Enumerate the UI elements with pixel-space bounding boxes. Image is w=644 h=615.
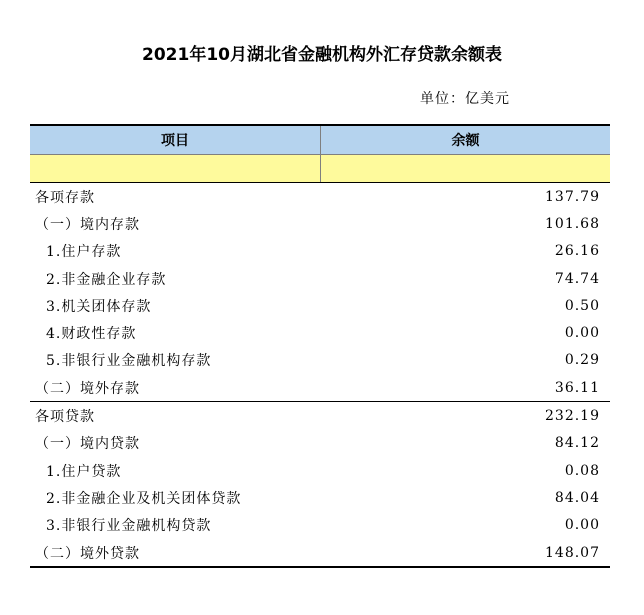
row-label: 3.非银行业金融机构贷款 (46, 518, 212, 535)
table-row (30, 430, 610, 457)
row-value: 0.00 (564, 325, 600, 342)
row-value: 26.16 (554, 243, 600, 260)
row-value: 0.00 (564, 517, 600, 534)
row-label: 5.非银行业金融机构存款 (46, 353, 212, 370)
unit-label: 单位：亿美元 (420, 91, 510, 107)
row-label: （二）境外贷款 (35, 545, 140, 562)
table-row (30, 265, 610, 292)
table-row (30, 457, 610, 484)
loans-section (30, 402, 610, 566)
table-header (30, 126, 610, 155)
row-value: 84.04 (554, 489, 600, 506)
table-row (30, 292, 610, 319)
row-value: 137.79 (545, 188, 600, 205)
row-label: 4.财政性存款 (46, 326, 137, 343)
row-label: （一）境内贷款 (35, 436, 140, 453)
row-label: 3.机关团体存款 (46, 298, 152, 315)
table-row (30, 402, 610, 429)
balance-table (30, 124, 610, 568)
table-row (30, 238, 610, 265)
row-value: 101.68 (545, 215, 600, 232)
table-row (30, 512, 610, 539)
row-value: 84.12 (554, 435, 600, 452)
table-row (30, 539, 610, 566)
row-label: 2.非金融企业及机关团体贷款 (46, 490, 242, 507)
table-row (30, 210, 610, 237)
table-row (30, 183, 610, 210)
header-item: 项目 (30, 126, 321, 154)
row-value: 74.74 (554, 270, 600, 287)
row-label: （二）境外存款 (35, 380, 140, 397)
table-row (30, 319, 610, 346)
row-label: 1.住户贷款 (46, 463, 122, 480)
table-row (30, 374, 610, 401)
row-label: 1.住户存款 (46, 244, 122, 261)
row-value: 0.08 (564, 462, 600, 479)
highlight-band (30, 155, 610, 183)
row-label: 2.非金融企业存款 (46, 271, 167, 288)
row-value: 36.11 (554, 379, 600, 396)
header-balance: 余额 (451, 133, 480, 149)
row-label: （一）境内存款 (35, 216, 140, 233)
row-value: 0.29 (564, 352, 600, 369)
row-label: 各项贷款 (35, 409, 95, 426)
row-value: 232.19 (545, 408, 600, 425)
band-cell-balance (321, 155, 610, 182)
table-row (30, 347, 610, 374)
row-label: 各项存款 (35, 189, 95, 206)
row-value: 148.07 (545, 544, 600, 561)
table-row (30, 484, 610, 511)
page-title: 2021年10月湖北省金融机构外汇存贷款余额表 (142, 45, 502, 65)
deposits-section (30, 183, 610, 402)
row-value: 0.50 (564, 297, 600, 314)
band-cell-item (30, 155, 321, 182)
